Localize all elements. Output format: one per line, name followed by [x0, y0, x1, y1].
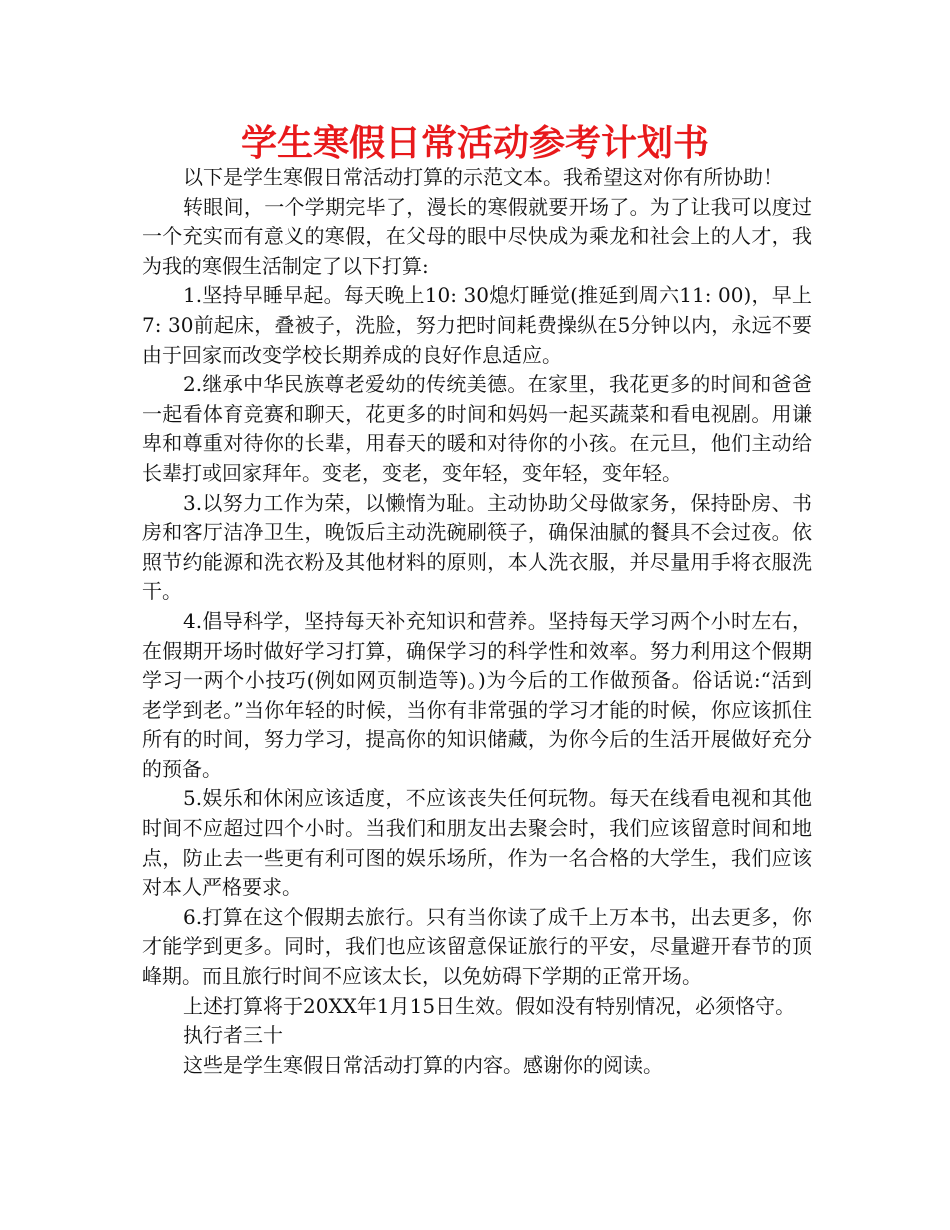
closing-paragraph: 这些是学生寒假日常活动打算的内容。感谢你的阅读。	[183, 1052, 663, 1077]
plan-item-4: 4.倡导科学，坚持每天补充知识和营养。坚持每天学习两个小时左右，在假期开场时做好学习打算，确保学习的科学性和效率。努力利用这个假期学习一两个小技巧(例如网页制造等)。)为今后的工作做预备。俗话说:“活到老学到老。”当你年轻的时候，当你有非常强的学习才能的时候，你应该抓住所有的时间，努力学习，提高你的知识储藏，为你今后的生活开展做好充分的预备。	[142, 608, 812, 781]
plan-item-1: 1.坚持早睡早起。每天晚上10: 30熄灯睡觉(推延到周六11: 00)，早上7: 30前起床，叠被子，洗脸，努力把时间耗费操纵在5分钟以内，永远不要由于回家而改变学校长期养成的良好作息适应。	[142, 283, 812, 367]
document-title: 学生寒假日常活动参考计划书	[240, 123, 709, 164]
intro-paragraph: 以下是学生寒假日常活动打算的示范文本。我希望这对你有所协助！	[183, 165, 783, 189]
plan-item-2: 2.继承中华民族尊老爱幼的传统美德。在家里，我花更多的时间和爸爸一起看体育竞赛和聊天，花更多的时间和妈妈一起买蔬菜和看电视剧。用谦卑和尊重对待你的长辈，用春天的暖和对待你的小孩。在元旦，他们主动给长辈打或回家拜年。变老，变老，变年轻，变年轻，变年轻。	[142, 372, 812, 485]
plan-item-3: 3.以努力工作为荣，以懒惰为耻。主动协助父母做家务，保持卧房、书房和客厅洁净卫生，晚饭后主动洗碗刷筷子，确保油腻的餐具不会过夜。依照节约能源和洗衣粉及其他材料的原则，本人洗衣服，并尽量用手将衣服洗干。	[142, 490, 812, 604]
effective-date-paragraph: 上述打算将于20XX年1月15日生效。假如没有特别情况，必须恪守。	[183, 993, 796, 1018]
context-paragraph: 转眼间，一个学期完毕了，漫长的寒假就要开场了。为了让我可以度过一个充实而有意义的寒假，在父母的眼中尽快成为乘龙和社会上的人才，我为我的寒假生活制定了以下打算:	[142, 194, 812, 278]
document-body	[142, 163, 812, 1080]
plan-item-5: 5.娱乐和休闲应该适度，不应该丧失任何玩物。每天在线看电视和其他时间不应超过四个小时。当我们和朋友出去聚会时，我们应该留意时间和地点，防止去一些更有利可图的娱乐场所，作为一名合格的大学生，我们应该对本人严格要求。	[142, 786, 812, 900]
plan-item-6: 6.打算在这个假期去旅行。只有当你读了成千上万本书，出去更多，你才能学到更多。同时，我们也应该留意保证旅行的平安，尽量避开春节的顶峰期。而且旅行时间不应该太长，以免妨碍下学期的正常开场。	[142, 904, 812, 989]
signature-line: 执行者三十	[183, 1023, 283, 1048]
